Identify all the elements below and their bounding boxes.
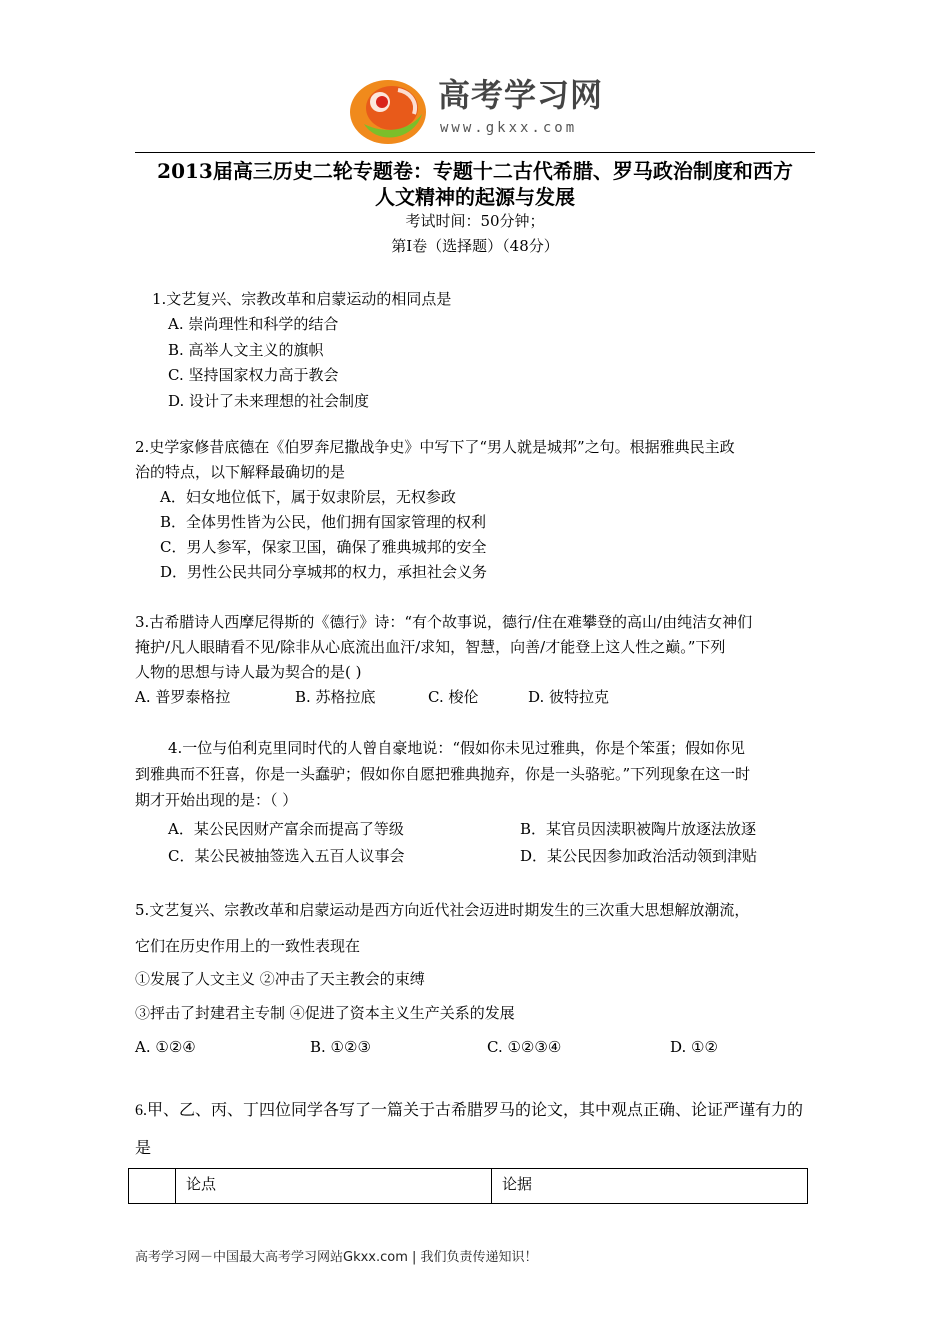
statement-line1: ①发展了人文主义 ②冲击了天主教会的束缚 bbox=[135, 970, 425, 988]
option-d: D．某公民因参加政治活动领到津贴 bbox=[520, 847, 758, 865]
question-stem-line2: 到雅典而不狂喜，你是一头蠢驴；假如你自愿把雅典抛弃，你是一头骆驼。”下列现象在这一时 bbox=[135, 765, 751, 783]
table-header-blank bbox=[129, 1169, 176, 1204]
option-a: A. 崇尚理性和科学的结合 bbox=[168, 315, 339, 333]
exam-time: 考试时间：50分钟； bbox=[405, 212, 545, 230]
option-c: C．某公民被抽签选入五百人议事会 bbox=[168, 847, 405, 865]
question-stem-line2: 它们在历史作用上的一致性表现在 bbox=[135, 937, 361, 955]
option-b: B．某官员因渎职被陶片放逐法放逐 bbox=[520, 820, 757, 838]
option-c: C. 梭伦 bbox=[428, 688, 479, 706]
question-stem-line3: 期才开始出现的是：（ ） bbox=[135, 791, 298, 809]
option-a: A．某公民因财产富余而提高了等级 bbox=[168, 820, 404, 838]
option-b: B. 高举人文主义的旗帜 bbox=[168, 341, 324, 359]
statement-line2: ③抨击了封建君主专制 ④促进了资本主义生产关系的发展 bbox=[135, 1004, 515, 1022]
option-b: B．全体男性皆为公民，他们拥有国家管理的权利 bbox=[160, 513, 487, 531]
table-header-evidence: 论据 bbox=[492, 1169, 808, 1204]
question-stem-line2: 治的特点，以下解释最确切的是 bbox=[135, 463, 346, 481]
option-d: D. 彼特拉克 bbox=[528, 688, 610, 706]
option-a: A. 普罗泰格拉 bbox=[135, 688, 231, 706]
question-stem-line3: 人物的思想与诗人最为契合的是( ) bbox=[135, 663, 362, 681]
option-c: C. 坚持国家权力高于教会 bbox=[168, 366, 339, 384]
site-logo bbox=[348, 68, 618, 148]
question-stem-line1: 5.文艺复兴、宗教改革和启蒙运动是西方向近代社会迈进时期发生的三次重大思想解放潮流， bbox=[135, 901, 750, 919]
option-d: D. ①② bbox=[670, 1038, 718, 1056]
option-d: D. 设计了未来理想的社会制度 bbox=[168, 392, 370, 410]
option-a: A. ①②④ bbox=[135, 1038, 196, 1056]
question-stem: 1.文艺复兴、宗教改革和启蒙运动的相同点是 bbox=[152, 290, 452, 308]
question-stem-line1: 2.史学家修昔底德在《伯罗奔尼撒战争史》中写下了“男人就是城邦”之句。根据雅典民主政 bbox=[135, 438, 735, 456]
section-heading: 第Ⅰ卷（选择题）（48分） bbox=[391, 237, 559, 255]
question-stem-line1: 3.古希腊诗人西摩尼得斯的《德行》诗：“有个故事说，德行/住在难攀登的高山/由纯洁女神们 bbox=[135, 613, 753, 631]
question-stem-line1: 4.一位与伯利克里同时代的人曾自豪地说：“假如你未见过雅典，你是个笨蛋；假如你见 bbox=[168, 739, 745, 757]
option-d: D．男性公民共同分享城邦的权力，承担社会义务 bbox=[160, 563, 488, 581]
question-stem-line1: 6.甲、乙、丙、丁四位同学各写了一篇关于古希腊罗马的论文，其中观点正确、论证严谨有力的 bbox=[135, 1102, 804, 1119]
table-header-row bbox=[129, 1169, 808, 1204]
option-c: C．男人参军，保家卫国，确保了雅典城邦的安全 bbox=[160, 538, 487, 556]
page-footer: 高考学习网－中国最大高考学习网站Gkxx.com | 我们负责传递知识！ bbox=[135, 1250, 538, 1265]
option-a: A．妇女地位低下，属于奴隶阶层，无权参政 bbox=[160, 488, 456, 506]
logo-url: www.gkxx.com bbox=[440, 120, 578, 136]
option-b: B. ①②③ bbox=[310, 1038, 371, 1056]
page-title-line1: 2013届高三历史二轮专题卷：专题十二古代希腊、罗马政治制度和西方 bbox=[157, 159, 793, 183]
header-divider bbox=[135, 152, 815, 153]
option-b: B. 苏格拉底 bbox=[295, 688, 376, 706]
option-c: C. ①②③④ bbox=[487, 1038, 562, 1056]
logo-text: 高考学习网 bbox=[438, 76, 604, 114]
argument-table bbox=[128, 1168, 808, 1204]
question-stem-line2: 是 bbox=[135, 1140, 152, 1157]
page-title-line2: 人文精神的起源与发展 bbox=[375, 185, 575, 209]
question-stem-line2: 掩护/凡人眼睛看不见/除非从心底流出血汗/求知，智慧，向善/才能登上这人性之巅。”下列 bbox=[135, 638, 726, 656]
logo-swirl-icon bbox=[348, 68, 434, 148]
table-header-argument: 论点 bbox=[176, 1169, 492, 1204]
